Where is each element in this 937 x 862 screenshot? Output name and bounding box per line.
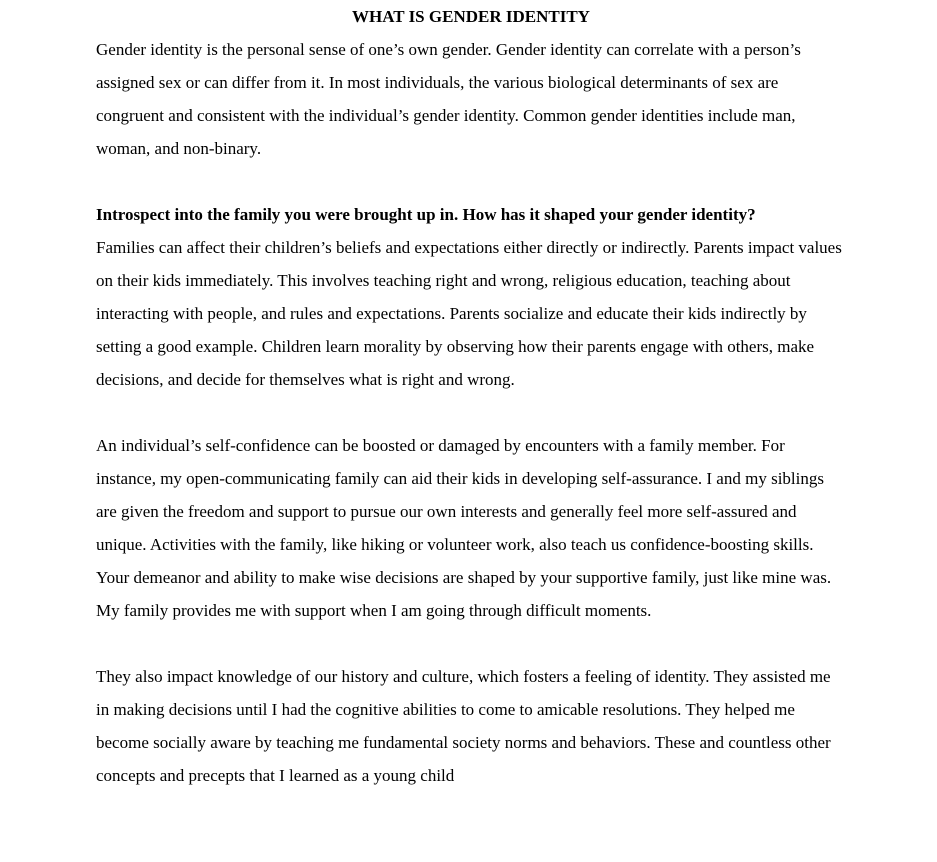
answer-paragraph-3: They also impact knowledge of our history and culture, which fosters a feeling of identity. They assisted me in making decisions until I had the cognitive abilities to come to amicable resolutions. They helped me become socially aware by teaching me fundamental society norms and behaviors. These and countless other concepts and precepts that I learned as a young child xyxy=(96,667,831,785)
document-body xyxy=(96,0,846,792)
document-title: WHAT IS GENDER IDENTITY xyxy=(352,7,590,26)
answer-paragraph-1: Families can affect their children’s beliefs and expectations either directly or indirectly. Parents impact values on their kids immediately. This involves teaching right and wrong, religious education, teaching about interacting with people, and rules and expectations. Parents socialize and educate their kids indirectly by setting a good example. Children learn morality by observing how their parents engage with others, make decisions, and decide for themselves what is right and wrong. xyxy=(96,238,842,389)
intro-paragraph: Gender identity is the personal sense of one’s own gender. Gender identity can correlate with a person’s assigned sex or can differ from it. In most individuals, the various biological determinants of sex are congruent and consistent with the individual’s gender identity. Common gender identities include man, woman, and non-binary. xyxy=(96,40,801,158)
answer-paragraph-2: An individual’s self-confidence can be boosted or damaged by encounters with a family member. For instance, my open-communicating family can aid their kids in developing self-assurance. I and my siblings are given the freedom and support to pursue our own interests and generally feel more self-assured and unique. Activities with the family, like hiking or volunteer work, also teach us confidence-boosting skills. Your demeanor and ability to make wise decisions are shaped by your supportive family, just like mine was. My family provides me with support when I am going through difficult moments. xyxy=(96,436,832,620)
question-heading: Introspect into the family you were brought up in. How has it shaped your gender identity? xyxy=(96,205,756,224)
